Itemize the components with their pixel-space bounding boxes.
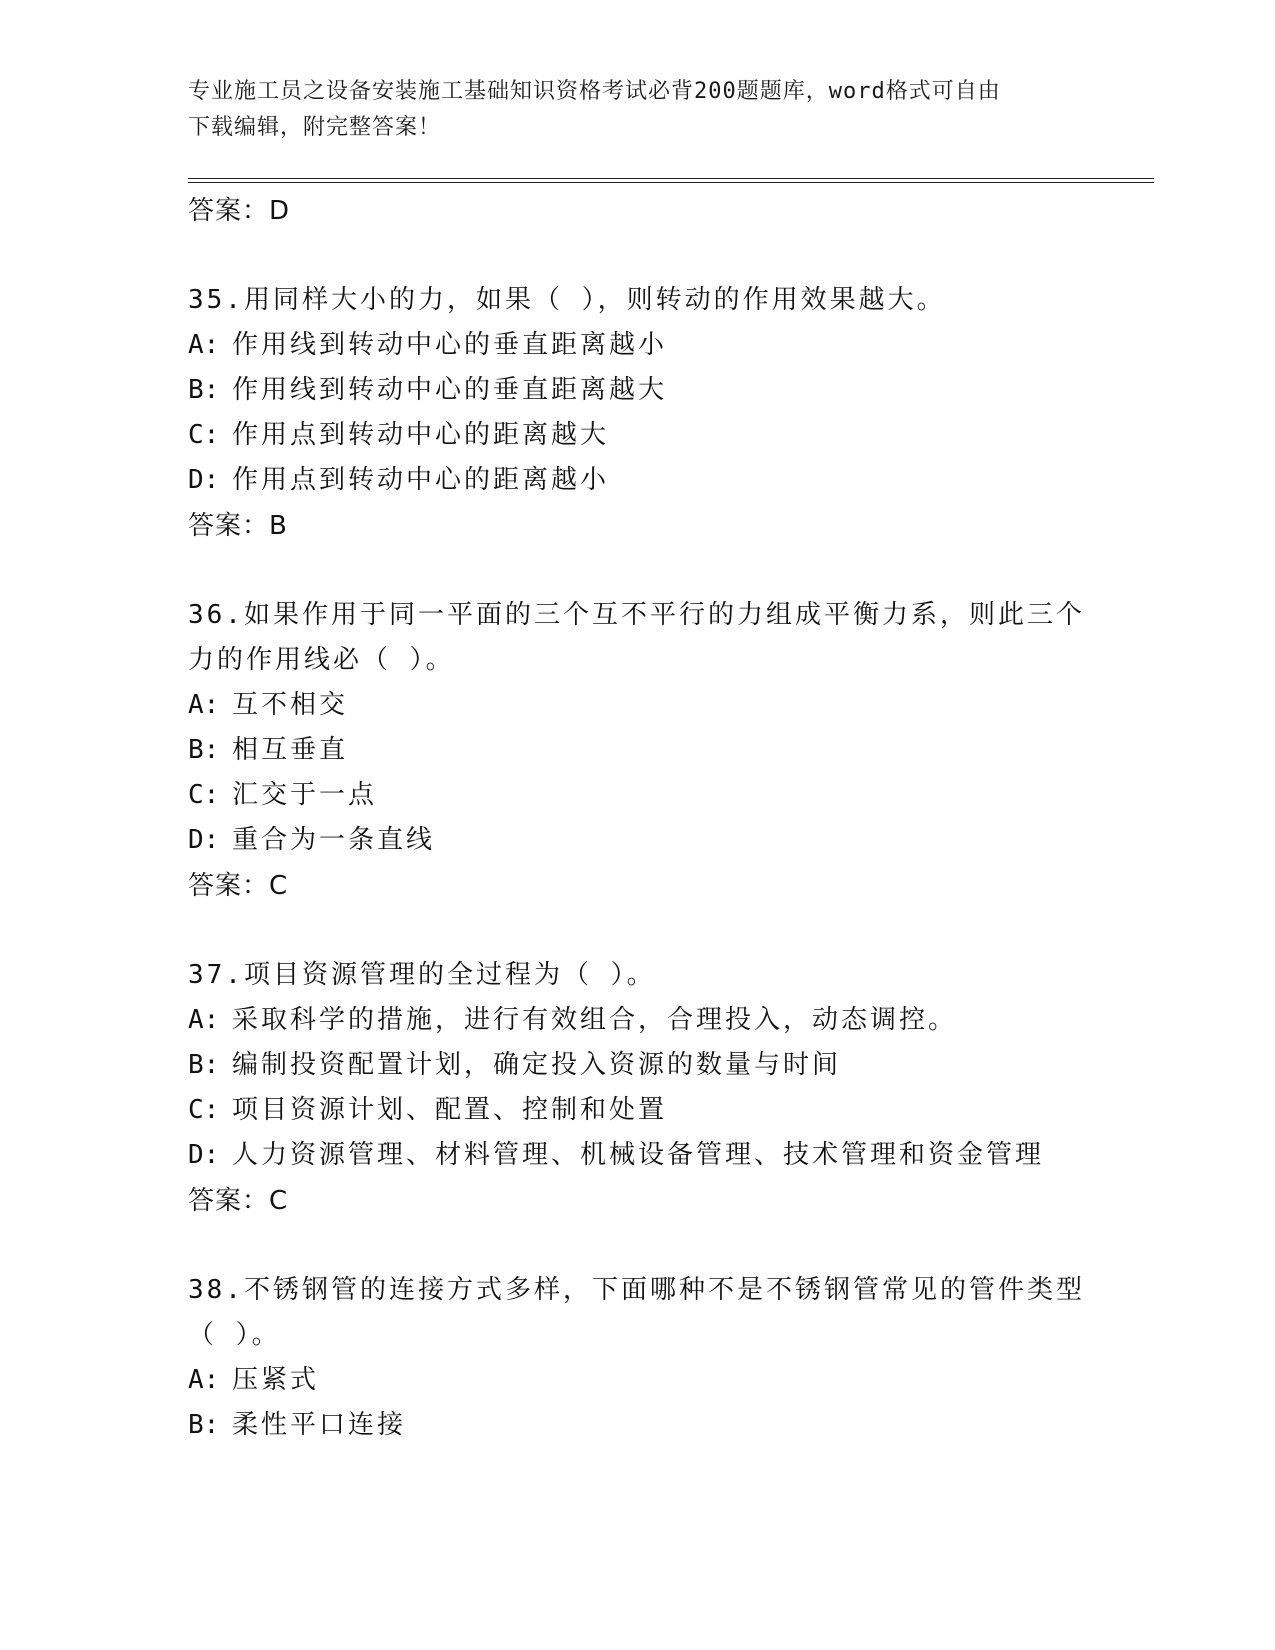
option-text: 汇交于一点 [232,780,378,810]
option-a [188,323,1088,368]
option-text: 相互垂直 [232,735,349,765]
question-35 [188,278,1088,549]
option-text: 互不相交 [232,690,349,720]
option-text: 柔性平口连接 [232,1410,407,1440]
option-text: 人力资源管理、材料管理、机械设备管理、技术管理和资金管理 [232,1140,1045,1170]
question-text-continued: 力的作用线必（ ）。 [188,645,455,675]
question-36 [188,593,1088,909]
question-text-continued: （ ）。 [188,1320,281,1350]
option-text: 作用线到转动中心的垂直距离越小 [232,330,668,360]
option-text: 采取科学的措施，进行有效组合，合理投入，动态调控。 [232,1005,958,1035]
option-text: 项目资源计划、配置、控制和处置 [232,1095,668,1125]
option-c [188,773,1088,818]
option-letter: D: [188,465,220,495]
option-b [188,1043,1088,1088]
option-letter: B: [188,375,220,405]
option-letter: A: [188,330,220,360]
question-text: 36.如果作用于同一平面的三个互不平行的力组成平衡力系，则此三个 [188,600,1085,630]
option-text: 压紧式 [232,1365,320,1395]
question-text: 37.项目资源管理的全过程为（ ）。 [188,960,656,990]
spacer [188,234,1088,278]
option-a [188,1358,1088,1403]
option-b [188,368,1088,413]
option-text: 作用点到转动中心的距离越小 [232,465,610,495]
option-letter: C: [188,780,220,810]
answer-previous: 答案：D [188,196,291,226]
answer: 答案：B [188,511,288,541]
option-c [188,1088,1088,1133]
option-text: 作用点到转动中心的距离越大 [232,420,610,450]
option-text: 编制投资配置计划，确定投入资源的数量与时间 [232,1050,842,1080]
option-c [188,413,1088,458]
spacer [188,909,1088,953]
option-letter: B: [188,1410,220,1440]
option-letter: C: [188,420,220,450]
option-letter: A: [188,1365,220,1395]
spacer [188,1224,1088,1268]
option-text: 作用线到转动中心的垂直距离越大 [232,375,668,405]
question-list [188,188,1088,1448]
question-text: 38.不锈钢管的连接方式多样，下面哪种不是不锈钢管常见的管件类型 [188,1275,1085,1305]
option-text: 重合为一条直线 [232,825,436,855]
option-letter: B: [188,735,220,765]
header-rule-bottom [188,182,1154,183]
option-a [188,683,1088,728]
spacer [188,549,1088,593]
option-letter: A: [188,690,220,720]
question-37 [188,953,1088,1224]
option-b [188,728,1088,773]
answer: 答案：C [188,1186,289,1216]
answer: 答案：C [188,871,289,901]
option-a [188,998,1088,1043]
option-b [188,1403,1088,1448]
question-38 [188,1268,1088,1448]
header-rule-top [188,178,1154,179]
question-text: 35.用同样大小的力，如果（ ），则转动的作用效果越大。 [188,285,946,315]
header-line-2: 下载编辑，附完整答案！ [188,115,442,140]
document-header [188,74,1088,146]
option-letter: D: [188,1140,220,1170]
option-d [188,818,1088,863]
option-d [188,1133,1088,1178]
option-letter: B: [188,1050,220,1080]
header-line-1: 专业施工员之设备安装施工基础知识资格考试必背200题题库，word格式可自由 [188,79,1001,104]
option-d [188,458,1088,503]
option-letter: D: [188,825,220,855]
option-letter: A: [188,1005,220,1035]
option-letter: C: [188,1095,220,1125]
